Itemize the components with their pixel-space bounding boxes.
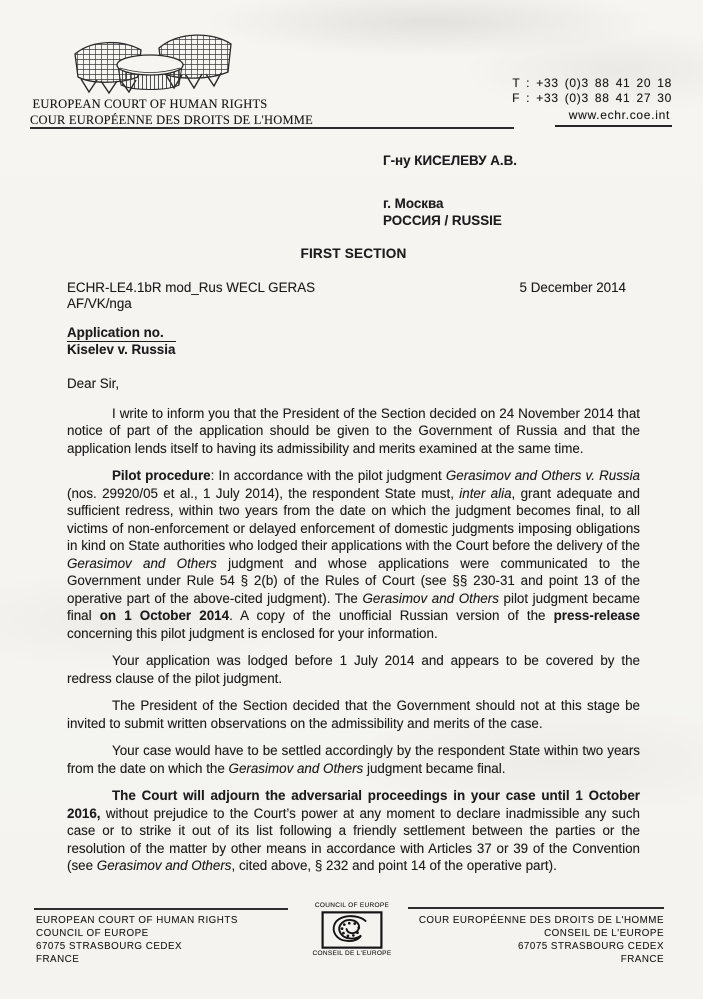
letter-content — [67, 146, 640, 885]
reference-code: ECHR-LE4.1bR mod_Rus WECL GERAS — [67, 279, 316, 295]
text-segment: I write to inform you that the President of the Section decided on 24 November 2014 that notice of part of the application should be given to the Government of Russia and that the application lends itself to having its admissibility and merits examined at the same time. — [67, 405, 640, 456]
text-segment: judgment became final. — [363, 760, 506, 776]
footer-line: COUNCIL OF EUROPE — [36, 928, 149, 939]
text-segment: , cited above, § 232 and point 14 of the operative part). — [231, 858, 557, 873]
paragraph — [67, 787, 640, 875]
footer-divider-right — [408, 907, 664, 909]
header-divider — [30, 127, 514, 129]
footer-line: CONSEIL DE L'EUROPE — [544, 928, 664, 939]
application-label: Application no. — [67, 325, 176, 343]
text-segment: concerning this pilot judgment is enclosed for your information. — [67, 625, 438, 641]
footer-line: FRANCE — [36, 954, 80, 965]
phone-number: T : +33 (0)3 88 41 20 18 — [512, 76, 672, 90]
footer-line: 67075 STRASBOURG CEDEX — [36, 941, 183, 952]
footer-line: FRANCE — [620, 954, 664, 965]
footer-address-fr — [419, 914, 664, 966]
text-segment: (nos. 29920/05 et al., 1 July 2014), the respondent State must, — [67, 485, 460, 501]
paragraph — [67, 742, 640, 777]
paragraph — [67, 405, 640, 458]
fax-number: F : +33 (0)3 88 41 27 30 — [512, 91, 672, 105]
text-segment: Gerasimov and Others — [362, 590, 499, 606]
recipient-block — [67, 152, 640, 229]
website-url: www.echr.coe.int — [555, 107, 672, 127]
case-name: Kiselev v. Russia — [67, 342, 176, 357]
text-segment: The President of the Section decided that the Government should not at this stage be invited to submit written observations on the admissibility and merits of the case. — [67, 698, 640, 731]
text-segment: Your case would have to be settled accordingly by the respondent State within two years from the date on which the — [67, 743, 640, 776]
text-segment: Gerasimov and Others — [96, 858, 232, 873]
application-block — [67, 325, 640, 358]
org-name-en: EUROPEAN COURT OF HUMAN RIGHTS — [32, 97, 268, 111]
text-segment: Pilot procedure — [112, 468, 211, 483]
text-segment: judgment and whose applications were communicated to the Government under Rule 54 § 2(b) of the Rules of Court (see §§ 230-31 and point 13 of the operative part of the above-cited judgment). The — [67, 555, 640, 606]
letter-date: 5 December 2014 — [519, 279, 626, 295]
recipient-city: г. Москва — [383, 196, 444, 211]
letterhead — [30, 24, 313, 128]
text-segment: Gerasimov and Others v. Russia — [445, 468, 641, 483]
salutation: Dear Sir, — [67, 375, 120, 391]
council-of-europe-logo — [308, 902, 396, 958]
footer-divider-left — [34, 908, 288, 910]
footer-address-en — [36, 914, 238, 966]
paragraph — [67, 652, 640, 687]
text-segment: Gerasimov and Others — [67, 555, 217, 571]
reference-block — [67, 280, 640, 312]
text-segment: inter alia — [459, 485, 512, 501]
contact-block — [512, 76, 672, 127]
reference-initials: AF/VK/nga — [67, 295, 132, 311]
recipient-name: Г-ну КИСЕЛЕВУ А.В. — [383, 153, 518, 168]
text-segment: on 1 October 2014 — [99, 608, 230, 623]
paragraph — [67, 697, 640, 732]
text-segment: The Court will adjourn the adversarial proceedings in your case until 1 October 2016, — [67, 788, 640, 821]
footer-line: 67075 STRASBOURG CEDEX — [517, 941, 664, 952]
footer-line: COUR EUROPÉENNE DES DROITS DE L'HOMME — [418, 915, 664, 926]
section-title: FIRST SECTION — [300, 246, 407, 261]
recipient-country: РОССИЯ / RUSSIE — [383, 213, 502, 228]
council-of-europe-emblem — [321, 911, 383, 949]
text-segment: , grant adequate and sufficient redress, within two years from the date on which the judgment becomes final, to all victims of non-enforcement or delayed enforcement of domestic judgments imposing obligations in kind on State authorities who lodged their applications with the Court before the delivery of the — [67, 485, 640, 553]
text-segment: Your application was lodged before 1 July 2014 and appears to be covered by the redress clause of the pilot judgment. — [67, 653, 640, 686]
echr-building-logo — [30, 24, 270, 96]
footer-line: EUROPEAN COURT OF HUMAN RIGHTS — [36, 915, 238, 926]
paragraph — [67, 467, 640, 642]
letter-body — [67, 405, 640, 875]
reference-codes — [67, 280, 315, 312]
org-name-fr: COUR EUROPÉENNE DES DROITS DE L'HOMME — [30, 113, 313, 127]
text-segment: press-release — [553, 608, 640, 623]
text-segment: Gerasimov and Others — [228, 760, 364, 776]
logo-caption-top: COUNCIL OF EUROPE — [314, 902, 390, 909]
text-segment: pilot judgment became final — [67, 590, 641, 623]
text-segment: : In accordance with the pilot judgment — [210, 468, 446, 483]
text-segment: . A copy of the unofficial Russian version of the — [229, 608, 554, 623]
logo-caption-bottom: CONSEIL DE L'EUROPE — [312, 950, 392, 957]
text-segment: without prejudice to the Court’s power at any moment to declare inadmissible any such case or to strike it out of its list following a friendly settlement between the parties or the resolution of the matter by other means in accordance with Articles 37 or 39 of the Convention (see — [67, 805, 640, 873]
